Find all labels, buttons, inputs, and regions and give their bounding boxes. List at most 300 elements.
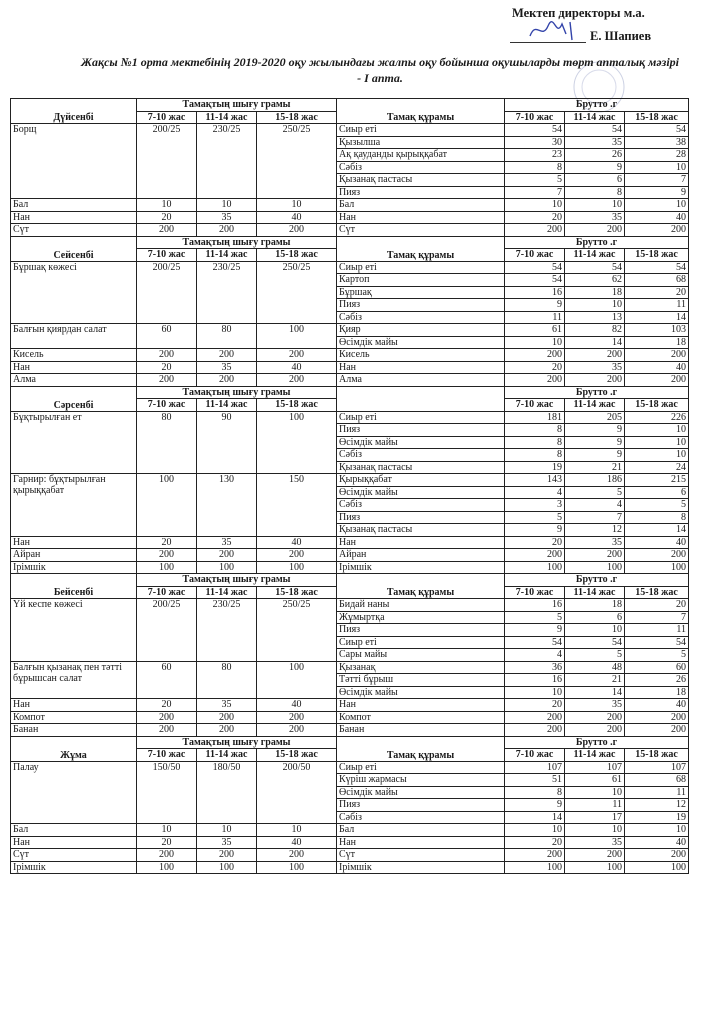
age-header: 15-18 жас xyxy=(257,586,337,599)
age-header: 11-14 жас xyxy=(565,586,625,599)
brutto-value: 100 xyxy=(505,861,565,874)
dish-yield: 35 xyxy=(197,361,257,374)
dish-yield: 100 xyxy=(137,474,197,537)
brutto-value: 11 xyxy=(505,311,565,324)
brutto-value: 100 xyxy=(565,861,625,874)
ingredient-name: Нан xyxy=(337,211,505,224)
dish-yield: 250/25 xyxy=(257,124,337,199)
signature-mark xyxy=(526,16,586,44)
ingredient-name: Пияз xyxy=(337,424,505,437)
dish-name: Нан xyxy=(11,211,137,224)
dish-yield: 200 xyxy=(137,349,197,362)
brutto-value: 8 xyxy=(505,424,565,437)
ingredient-name: Компот xyxy=(337,711,505,724)
ingredient-name: Нан xyxy=(337,361,505,374)
dish-yield: 40 xyxy=(257,536,337,549)
brutto-value: 54 xyxy=(505,636,565,649)
dish-name: Кисель xyxy=(11,349,137,362)
dish-name: Балғын қиярдан салат xyxy=(11,324,137,349)
ingredient-name: Ақ қауданды қырыққабат xyxy=(337,149,505,162)
brutto-value: 10 xyxy=(565,199,625,212)
brutto-value: 9 xyxy=(565,436,625,449)
brutto-value: 10 xyxy=(625,436,689,449)
dish-yield: 100 xyxy=(197,861,257,874)
brutto-value: 10 xyxy=(625,199,689,212)
dish-yield: 20 xyxy=(137,699,197,712)
approver-name: Е. Шапиев xyxy=(590,29,652,43)
brutto-value: 36 xyxy=(505,661,565,674)
brutto-value: 16 xyxy=(505,674,565,687)
brutto-value: 51 xyxy=(505,774,565,787)
dish-name: Нан xyxy=(11,536,137,549)
brutto-value: 14 xyxy=(565,336,625,349)
brutto-value: 200 xyxy=(625,549,689,562)
yield-header: Тамақтың шығу грамы xyxy=(137,99,337,112)
brutto-value: 54 xyxy=(565,261,625,274)
ingredient-name: Сәбіз xyxy=(337,449,505,462)
brutto-value: 5 xyxy=(625,649,689,662)
brutto-value: 107 xyxy=(565,761,625,774)
brutto-value: 6 xyxy=(565,174,625,187)
brutto-value: 14 xyxy=(625,311,689,324)
dish-yield: 100 xyxy=(137,861,197,874)
dish-name: Банан xyxy=(11,724,137,737)
brutto-value: 5 xyxy=(505,511,565,524)
day-name: Сәрсенбі xyxy=(11,386,137,411)
ingredient-name: Сары майы xyxy=(337,649,505,662)
brutto-value: 10 xyxy=(565,299,625,312)
dish-yield: 200 xyxy=(257,549,337,562)
brutto-value: 61 xyxy=(505,324,565,337)
ingredient-name: Пияз xyxy=(337,511,505,524)
brutto-header: Брутто .г xyxy=(505,386,689,399)
age-header: 11-14 жас xyxy=(197,111,257,124)
brutto-value: 7 xyxy=(625,611,689,624)
table-row xyxy=(11,474,689,487)
brutto-value: 54 xyxy=(625,261,689,274)
brutto-value: 54 xyxy=(505,124,565,137)
composition-header: Тамақ құрамы xyxy=(337,736,505,761)
brutto-value: 6 xyxy=(625,486,689,499)
age-header: 11-14 жас xyxy=(197,586,257,599)
table-row xyxy=(11,361,689,374)
brutto-value: 215 xyxy=(625,474,689,487)
brutto-value: 54 xyxy=(625,124,689,137)
ingredient-name: Кисель xyxy=(337,349,505,362)
ingredient-name: Сәбіз xyxy=(337,161,505,174)
brutto-header: Брутто .г xyxy=(505,574,689,587)
table-row xyxy=(11,199,689,212)
dish-yield: 100 xyxy=(137,561,197,574)
brutto-value: 68 xyxy=(625,274,689,287)
dish-yield: 200 xyxy=(137,374,197,387)
table-row xyxy=(11,599,689,612)
brutto-value: 20 xyxy=(505,211,565,224)
dish-yield: 250/25 xyxy=(257,261,337,324)
dish-name: Борщ xyxy=(11,124,137,199)
dish-yield: 180/50 xyxy=(197,761,257,824)
dish-yield: 60 xyxy=(137,324,197,349)
brutto-value: 103 xyxy=(625,324,689,337)
ingredient-name: Сүт xyxy=(337,849,505,862)
brutto-value: 10 xyxy=(625,824,689,837)
age-header: 7-10 жас xyxy=(505,399,565,412)
ingredient-name: Тәтті бұрыш xyxy=(337,674,505,687)
brutto-value: 200 xyxy=(565,349,625,362)
ingredient-name: Өсімдік майы xyxy=(337,336,505,349)
dish-yield: 200 xyxy=(197,711,257,724)
brutto-value: 40 xyxy=(625,699,689,712)
dish-name: Сүт xyxy=(11,224,137,237)
dish-yield: 40 xyxy=(257,699,337,712)
age-header: 7-10 жас xyxy=(137,111,197,124)
brutto-value: 20 xyxy=(625,286,689,299)
brutto-value: 200 xyxy=(565,224,625,237)
day-header-row xyxy=(11,386,689,399)
dish-yield: 100 xyxy=(197,561,257,574)
brutto-value: 4 xyxy=(565,499,625,512)
ingredient-name: Бал xyxy=(337,824,505,837)
day-name: Бейсенбі xyxy=(11,574,137,599)
dish-yield: 200 xyxy=(197,349,257,362)
dish-yield: 200/50 xyxy=(257,761,337,824)
dish-name: Бал xyxy=(11,824,137,837)
brutto-value: 10 xyxy=(625,161,689,174)
dish-name: Нан xyxy=(11,361,137,374)
brutto-value: 10 xyxy=(505,824,565,837)
brutto-value: 7 xyxy=(565,511,625,524)
ingredient-name: Жұмыртқа xyxy=(337,611,505,624)
brutto-value: 35 xyxy=(565,361,625,374)
table-row xyxy=(11,849,689,862)
brutto-value: 35 xyxy=(565,211,625,224)
dish-yield: 200 xyxy=(257,711,337,724)
age-header: 11-14 жас xyxy=(565,399,625,412)
ingredient-name: Пияз xyxy=(337,799,505,812)
age-header: 7-10 жас xyxy=(505,586,565,599)
age-header: 7-10 жас xyxy=(505,249,565,262)
table-row xyxy=(11,124,689,137)
brutto-value: 8 xyxy=(505,161,565,174)
brutto-value: 7 xyxy=(625,174,689,187)
brutto-value: 200 xyxy=(505,374,565,387)
dish-name: Бұршақ көжесі xyxy=(11,261,137,324)
brutto-value: 20 xyxy=(505,836,565,849)
ingredient-name: Қызанақ пастасы xyxy=(337,461,505,474)
brutto-value: 11 xyxy=(565,799,625,812)
ingredient-name: Ірімшік xyxy=(337,561,505,574)
brutto-value: 40 xyxy=(625,536,689,549)
brutto-value: 10 xyxy=(565,824,625,837)
age-header: 15-18 жас xyxy=(625,749,689,762)
brutto-value: 200 xyxy=(625,711,689,724)
dish-yield: 35 xyxy=(197,536,257,549)
age-header: 15-18 жас xyxy=(625,586,689,599)
brutto-value: 5 xyxy=(625,499,689,512)
dish-yield: 200/25 xyxy=(137,261,197,324)
table-row xyxy=(11,224,689,237)
brutto-value: 20 xyxy=(505,361,565,374)
day-name: Дүйсенбі xyxy=(11,99,137,124)
brutto-value: 30 xyxy=(505,136,565,149)
brutto-value: 12 xyxy=(625,799,689,812)
age-header: 15-18 жас xyxy=(257,399,337,412)
age-header: 15-18 жас xyxy=(257,249,337,262)
dish-yield: 10 xyxy=(257,824,337,837)
table-row xyxy=(11,699,689,712)
table-row xyxy=(11,761,689,774)
brutto-value: 35 xyxy=(565,136,625,149)
dish-name: Гарнир: бұқтырылған қырыққабат xyxy=(11,474,137,537)
brutto-value: 10 xyxy=(505,686,565,699)
brutto-value: 6 xyxy=(565,611,625,624)
age-header: 15-18 жас xyxy=(257,111,337,124)
ingredient-name: Нан xyxy=(337,536,505,549)
dish-yield: 40 xyxy=(257,836,337,849)
ingredient-name: Нан xyxy=(337,836,505,849)
day-header-row xyxy=(11,574,689,587)
brutto-value: 143 xyxy=(505,474,565,487)
brutto-value: 62 xyxy=(565,274,625,287)
ingredient-name: Сиыр еті xyxy=(337,761,505,774)
brutto-value: 9 xyxy=(505,524,565,537)
dish-yield: 250/25 xyxy=(257,599,337,662)
dish-yield: 80 xyxy=(197,324,257,349)
ingredient-name: Өсімдік майы xyxy=(337,786,505,799)
brutto-value: 68 xyxy=(625,774,689,787)
brutto-value: 8 xyxy=(505,436,565,449)
dish-yield: 10 xyxy=(197,199,257,212)
brutto-value: 8 xyxy=(505,786,565,799)
brutto-value: 7 xyxy=(505,186,565,199)
ingredient-name: Қызанақ пастасы xyxy=(337,174,505,187)
brutto-value: 200 xyxy=(505,349,565,362)
ingredient-name: Сәбіз xyxy=(337,311,505,324)
ingredient-name: Сәбіз xyxy=(337,499,505,512)
ingredient-name: Қияр xyxy=(337,324,505,337)
ingredient-name: Күріш жармасы xyxy=(337,774,505,787)
dish-name: Бал xyxy=(11,199,137,212)
dish-yield: 230/25 xyxy=(197,124,257,199)
brutto-value: 20 xyxy=(505,536,565,549)
brutto-value: 60 xyxy=(625,661,689,674)
brutto-value: 200 xyxy=(505,724,565,737)
dish-name: Ірімшік xyxy=(11,561,137,574)
brutto-value: 200 xyxy=(625,374,689,387)
approver-title: Мектеп директоры м.а. xyxy=(512,6,645,20)
brutto-value: 10 xyxy=(625,449,689,462)
ingredient-name: Қызанақ xyxy=(337,661,505,674)
dish-yield: 60 xyxy=(137,661,197,699)
brutto-value: 8 xyxy=(565,186,625,199)
dish-yield: 35 xyxy=(197,699,257,712)
age-header: 7-10 жас xyxy=(505,111,565,124)
age-header: 7-10 жас xyxy=(137,586,197,599)
dish-yield: 10 xyxy=(197,824,257,837)
table-row xyxy=(11,411,689,424)
ingredient-name: Сиыр еті xyxy=(337,261,505,274)
brutto-header: Брутто .г xyxy=(505,99,689,112)
dish-name: Балғын қызанақ пен тәтті бұрышсан салат xyxy=(11,661,137,699)
ingredient-name: Өсімдік майы xyxy=(337,486,505,499)
dish-yield: 200 xyxy=(197,224,257,237)
ingredient-name: Бидай наны xyxy=(337,599,505,612)
table-row xyxy=(11,824,689,837)
brutto-value: 5 xyxy=(505,174,565,187)
dish-yield: 20 xyxy=(137,361,197,374)
brutto-value: 186 xyxy=(565,474,625,487)
dish-yield: 150/50 xyxy=(137,761,197,824)
ingredient-name: Қызылша xyxy=(337,136,505,149)
age-header: 15-18 жас xyxy=(625,249,689,262)
brutto-value: 8 xyxy=(625,511,689,524)
brutto-value: 13 xyxy=(565,311,625,324)
ingredient-name: Айран xyxy=(337,549,505,562)
table-row xyxy=(11,261,689,274)
brutto-value: 35 xyxy=(565,699,625,712)
dish-name: Бұқтырылған ет xyxy=(11,411,137,474)
dish-yield: 10 xyxy=(257,199,337,212)
brutto-value: 200 xyxy=(625,224,689,237)
dish-yield: 200 xyxy=(137,849,197,862)
brutto-value: 8 xyxy=(505,449,565,462)
table-row xyxy=(11,724,689,737)
brutto-value: 35 xyxy=(565,536,625,549)
dish-yield: 100 xyxy=(257,861,337,874)
brutto-value: 40 xyxy=(625,836,689,849)
yield-header: Тамақтың шығу грамы xyxy=(137,236,337,249)
dish-yield: 200 xyxy=(137,224,197,237)
dish-yield: 200 xyxy=(197,849,257,862)
ingredient-name: Сәбіз xyxy=(337,811,505,824)
dish-name: Айран xyxy=(11,549,137,562)
dish-name: Үй кеспе көжесі xyxy=(11,599,137,662)
ingredient-name: Өсімдік майы xyxy=(337,686,505,699)
ingredient-name: Сиыр еті xyxy=(337,124,505,137)
brutto-value: 5 xyxy=(565,649,625,662)
brutto-value: 54 xyxy=(625,636,689,649)
brutto-value: 40 xyxy=(625,211,689,224)
age-header: 11-14 жас xyxy=(197,249,257,262)
brutto-value: 14 xyxy=(565,686,625,699)
age-header: 11-14 жас xyxy=(565,749,625,762)
brutto-value: 23 xyxy=(505,149,565,162)
menu-table xyxy=(10,98,689,874)
brutto-value: 40 xyxy=(625,361,689,374)
brutto-value: 200 xyxy=(565,374,625,387)
dish-yield: 20 xyxy=(137,536,197,549)
brutto-value: 61 xyxy=(565,774,625,787)
brutto-value: 200 xyxy=(505,224,565,237)
composition-header: Тамақ құрамы xyxy=(337,574,505,599)
table-row xyxy=(11,374,689,387)
brutto-value: 26 xyxy=(565,149,625,162)
brutto-value: 10 xyxy=(565,786,625,799)
table-row xyxy=(11,536,689,549)
brutto-value: 100 xyxy=(625,561,689,574)
brutto-value: 11 xyxy=(625,299,689,312)
dish-yield: 200 xyxy=(197,549,257,562)
ingredient-name: Қызанақ пастасы xyxy=(337,524,505,537)
signature-line xyxy=(510,42,586,43)
brutto-value: 5 xyxy=(565,486,625,499)
ingredient-name: Банан xyxy=(337,724,505,737)
brutto-value: 100 xyxy=(565,561,625,574)
age-header: 15-18 жас xyxy=(625,111,689,124)
brutto-value: 200 xyxy=(625,349,689,362)
brutto-value: 20 xyxy=(505,699,565,712)
dish-name: Компот xyxy=(11,711,137,724)
dish-yield: 100 xyxy=(257,324,337,349)
dish-yield: 90 xyxy=(197,411,257,474)
dish-yield: 200 xyxy=(257,374,337,387)
dish-yield: 230/25 xyxy=(197,261,257,324)
age-header: 11-14 жас xyxy=(197,749,257,762)
brutto-value: 200 xyxy=(565,549,625,562)
composition-header: Тамақ құрамы xyxy=(337,236,505,261)
brutto-value: 26 xyxy=(625,674,689,687)
brutto-value: 107 xyxy=(505,761,565,774)
brutto-value: 18 xyxy=(625,336,689,349)
brutto-value: 11 xyxy=(625,624,689,637)
brutto-value: 9 xyxy=(565,161,625,174)
brutto-value: 9 xyxy=(565,449,625,462)
ingredient-name: Қырыққабат xyxy=(337,474,505,487)
brutto-value: 18 xyxy=(625,686,689,699)
day-header-row xyxy=(11,736,689,749)
dish-yield: 200 xyxy=(257,724,337,737)
brutto-value: 10 xyxy=(505,199,565,212)
brutto-value: 19 xyxy=(625,811,689,824)
ingredient-name: Ірімшік xyxy=(337,861,505,874)
menu-table-body xyxy=(11,99,689,874)
dish-yield: 200 xyxy=(137,549,197,562)
brutto-value: 205 xyxy=(565,411,625,424)
dish-yield: 100 xyxy=(257,411,337,474)
brutto-value: 28 xyxy=(625,149,689,162)
brutto-value: 9 xyxy=(565,424,625,437)
dish-yield: 130 xyxy=(197,474,257,537)
brutto-value: 5 xyxy=(505,611,565,624)
brutto-value: 35 xyxy=(565,836,625,849)
brutto-value: 82 xyxy=(565,324,625,337)
brutto-value: 9 xyxy=(625,186,689,199)
age-header: 15-18 жас xyxy=(625,399,689,412)
dish-yield: 230/25 xyxy=(197,599,257,662)
brutto-value: 48 xyxy=(565,661,625,674)
ingredient-name: Пияз xyxy=(337,186,505,199)
dish-yield: 200 xyxy=(257,849,337,862)
brutto-value: 3 xyxy=(505,499,565,512)
day-name: Жұма xyxy=(11,736,137,761)
age-header: 11-14 жас xyxy=(565,111,625,124)
brutto-value: 38 xyxy=(625,136,689,149)
age-header: 15-18 жас xyxy=(257,749,337,762)
brutto-header: Брутто .г xyxy=(505,236,689,249)
brutto-value: 16 xyxy=(505,599,565,612)
dish-yield: 10 xyxy=(137,199,197,212)
brutto-value: 10 xyxy=(565,624,625,637)
brutto-value: 200 xyxy=(565,711,625,724)
dish-yield: 200 xyxy=(257,224,337,237)
dish-yield: 80 xyxy=(137,411,197,474)
dish-yield: 200 xyxy=(137,711,197,724)
brutto-value: 21 xyxy=(565,461,625,474)
yield-header: Тамақтың шығу грамы xyxy=(137,574,337,587)
ingredient-name: Пияз xyxy=(337,624,505,637)
brutto-value: 4 xyxy=(505,486,565,499)
age-header: 7-10 жас xyxy=(137,749,197,762)
